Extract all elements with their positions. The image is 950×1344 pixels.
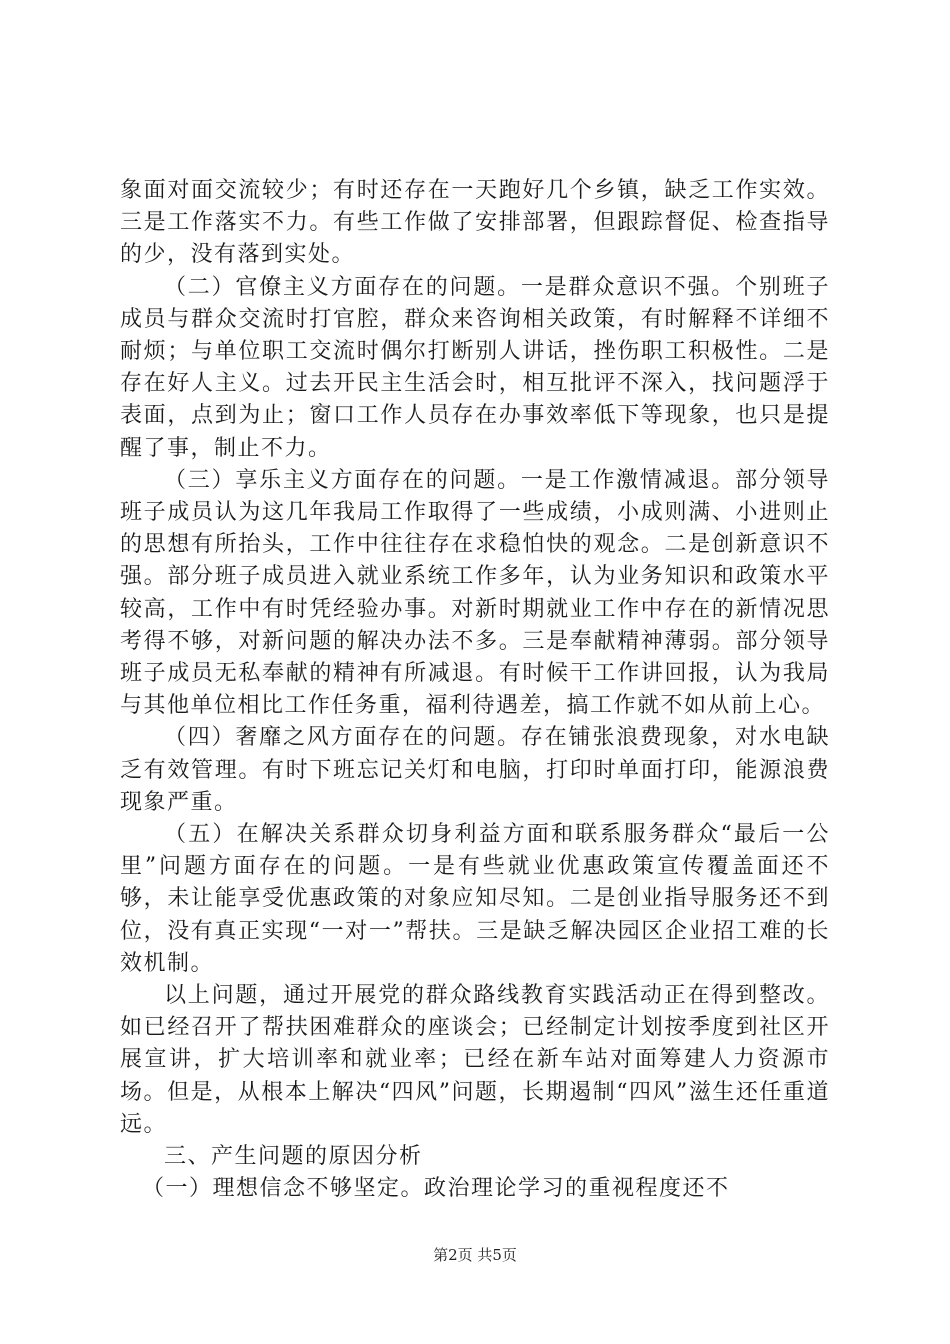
paragraph-hedonism: （三）享乐主义方面存在的问题。一是工作激情减退。部分领导班子成员认为这几年我局工作取得了一些成绩，小成则满、小进则止的思想有所抬头，工作中往往存在求稳怕快的观念。二是创新意识不强。部分班子成员进入就业系统工作多年，认为业务知识和政策水平较高，工作中有时凭经验办事。对新时期就业工作中存在的新情况思考得不够，对新问题的解决办法不多。三是奉献精神薄弱。部分领导班子成员无私奉献的精神有所减退。有时候干工作讲回报，认为我局与其他单位相比工作任务重，福利待遇差，搞工作就不如从前上心。: [120, 467, 830, 719]
paragraph-extravagance: （四）奢靡之风方面存在的问题。存在铺张浪费现象，对水电缺乏有效管理。有时下班忘记关灯和电脑，打印时单面打印，能源浪费现象严重。: [120, 725, 830, 815]
paragraph-continuation: 象面对面交流较少；有时还存在一天跑好几个乡镇，缺乏工作实效。三是工作落实不力。有些工作做了安排部署，但跟踪督促、检查指导的少，没有落到实处。: [120, 178, 830, 268]
document-body: [120, 175, 830, 1206]
page-number-footer: 第2页 共5页: [433, 1246, 517, 1264]
sub-heading: （一）理想信念不够坚定。政治理论学习的重视程度还不: [142, 1176, 730, 1202]
paragraph-last-mile: （五）在解决关系群众切身利益方面和联系服务群众“最后一公里”问题方面存在的问题。一是有些就业优惠政策宣传覆盖面还不够，未让能享受优惠政策的对象应知尽知。二是创业指导服务还不到位，没有真正实现“一对一”帮扶。三是缺乏解决园区企业招工难的长效机制。: [120, 822, 830, 976]
paragraph-bureaucratism: （二）官僚主义方面存在的问题。一是群众意识不强。个别班子成员与群众交流时打官腔，群众来咨询相关政策，有时解释不详细不耐烦；与单位职工交流时偶尔打断别人讲话，挫伤职工积极性。二是存在好人主义。过去开民主生活会时，相互批评不深入，找问题浮于表面，点到为止；窗口工作人员存在办事效率低下等现象，也只是提醒了事，制止不力。: [120, 274, 830, 461]
paragraph-rectification: 以上问题，通过开展党的群众路线教育实践活动正在得到整改。如已经召开了帮扶困难群众的座谈会；已经制定计划按季度到社区开展宣讲，扩大培训率和就业率；已经在新车站对面筹建人力资源市场。但是，从根本上解决“四风”问题，长期遏制“四风”滋生还任重道远。: [120, 983, 830, 1137]
section-heading: 三、产生问题的原因分析: [164, 1144, 423, 1170]
